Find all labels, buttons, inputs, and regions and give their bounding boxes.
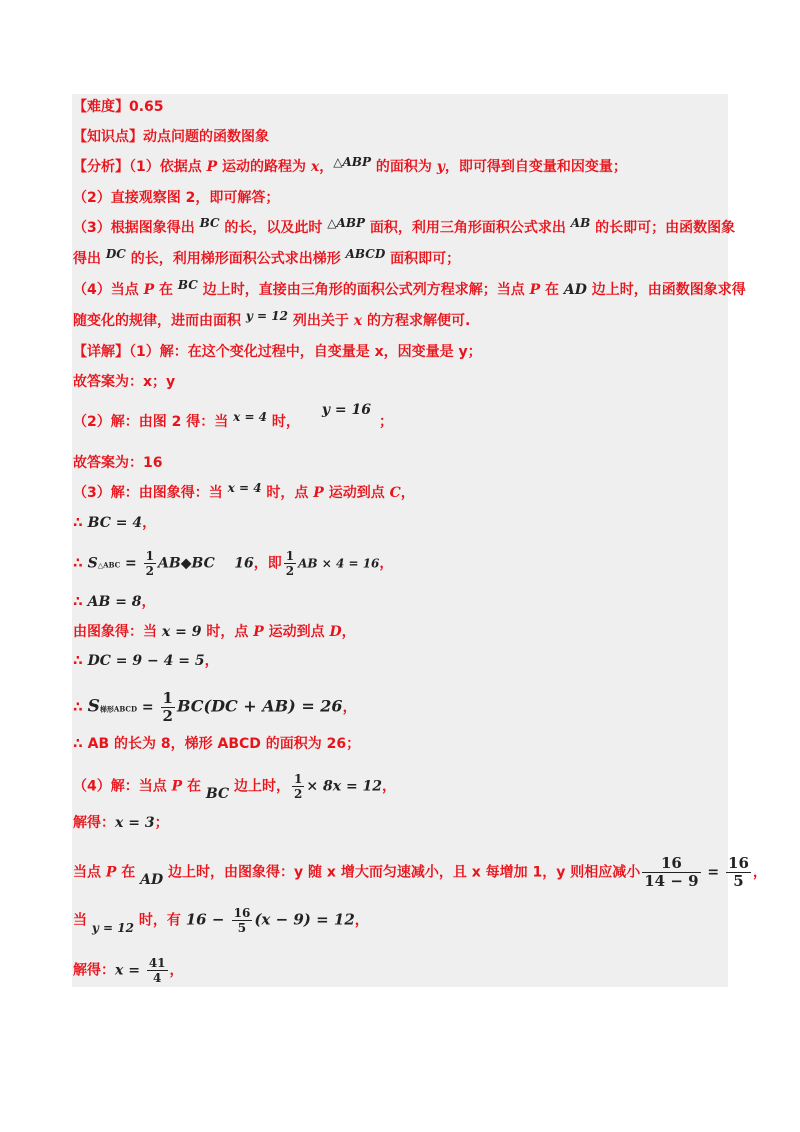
denominator: 4 [153,971,162,985]
math-eq: y = 12 [91,920,134,935]
text: 边上时，由函数图象求得 [586,282,746,298]
math-triangle-abp: △ABP [327,216,366,230]
text: 运动到点 [323,485,390,501]
math-eq: x = 4 [233,410,268,424]
math-eq: AB × 4 = 16 [298,556,380,571]
detail-step-9 [73,813,169,833]
numerator: 1 [162,689,173,707]
text: 运动到点 [263,624,330,640]
text: 的面积为 [370,159,437,175]
text: 边上时， [229,778,291,795]
difficulty-value: 0.65 [129,99,164,115]
therefore-symbol: ∴ [73,515,83,531]
math-x: x [310,159,320,175]
math-dc: DC [105,247,126,261]
text: ， [752,864,767,881]
math-ad: AD [563,282,587,298]
math-eq: x = 4 [227,481,262,495]
text: 的长，利用梯形面积公式求出梯形 [125,251,346,267]
detail-step-3 [73,592,156,612]
text: ， [382,778,397,795]
analysis-tag: 【分析】 [73,159,129,175]
math-eq: BC(DC + AB) = 26 [176,696,343,716]
math-p: P [253,624,264,640]
text: （2）直接观察图 2，即可解答； [73,190,280,206]
answer-value: 16 [143,455,163,471]
math-eq: BC = 4 [87,515,143,531]
math-subscript: △ABC [97,560,121,570]
math-ad: AD [140,871,164,888]
denominator: 2 [162,707,173,725]
knowledge-value: 动点问题的函数图象 [143,129,269,145]
text: ， [379,555,394,572]
text: 在 [182,778,206,795]
math-eq: AB◆BC 16 [158,555,254,572]
math-triangle-abp: △ABP [333,155,371,169]
math-p: P [171,778,183,795]
fraction-half [144,549,156,578]
text: 当点 [73,864,106,881]
denominator: 5 [733,872,744,890]
denominator: 2 [294,787,303,801]
math-bc: BC [199,216,220,230]
text: ，即 [253,555,282,572]
therefore-symbol: ∴ [73,555,83,572]
text: 在 [154,282,178,298]
text: 在 [116,864,141,881]
math-eq: x = 3 [115,815,155,831]
therefore-symbol: ∴ [73,653,83,669]
detail-step-5 [73,651,219,671]
detail-step-12 [73,956,184,985]
math-p: P [105,864,117,881]
detail-answer-1 [73,372,175,392]
text: 时，有 [133,912,186,929]
text: 面积，利用三角形面积公式求出 [365,220,571,236]
difficulty-line [73,97,164,117]
analysis-line-5 [73,280,746,300]
fraction-half [161,690,175,725]
text: （2）解：由图 2 得：当 [73,414,234,430]
text: 当 [73,912,92,929]
text: （3）根据图象得出 [73,220,200,236]
math-d: D [329,624,342,640]
fraction-rate-result [726,855,751,890]
text: ； [379,414,394,430]
detail-step-8 [73,772,396,801]
math-x: x [353,313,363,329]
text: ， [141,594,156,610]
numerator: 1 [294,772,303,786]
numerator: 16 [642,855,700,873]
math-p: P [313,485,324,501]
math-bc: BC [205,785,230,802]
math-bc: BC [177,278,198,292]
text: = [120,555,142,572]
analysis-line-1 [73,157,627,177]
math-y: y [436,159,445,175]
analysis-line-4 [73,249,460,269]
math-p: P [206,159,218,175]
math-eq: 16 − [185,910,230,929]
detail-step-11 [73,906,369,935]
analysis-line-6 [73,311,470,331]
text: = [137,699,159,716]
text: ， [142,515,157,531]
numerator: 1 [285,549,295,563]
detail-step-6 [73,690,357,725]
math-eq: x = 9 [161,624,202,640]
text: 时， [267,414,300,430]
math-s: S [87,555,98,572]
difficulty-tag: 【难度】 [73,99,129,115]
analysis-line-2 [73,188,279,208]
text: ， [342,699,357,716]
text: 时，点 [261,485,314,501]
text: 的长，以及此时 [219,220,328,236]
denominator: 14 − 9 [644,872,699,890]
denominator: 5 [237,921,247,935]
text: 的长即可；由函数图象 [590,220,736,236]
detail-step-10 [73,855,767,890]
text: 得出 [73,251,106,267]
numerator: 1 [145,549,155,563]
detail-step-2 [73,549,393,578]
math-subscript: 梯形ABCD [99,704,138,714]
text: ， [341,624,356,640]
denominator: 2 [145,564,155,578]
detail-line-3 [73,483,415,503]
text: 在 [540,282,564,298]
text: （1）解：在这个变化过程中，自变量是 x，因变量是 y； [129,344,482,360]
text: （4）当点 [73,282,144,298]
math-c: C [389,485,401,501]
text: （1）依据点 [129,159,207,175]
math-eq: y = 16 [321,402,372,418]
detail-step-7 [73,734,360,754]
detail-line-1 [73,342,482,362]
fraction-half [292,772,304,801]
fraction-answer [147,956,168,985]
detail-answer-2 [73,453,162,473]
text: （4）解：当点 [73,778,172,795]
text: 解得： [73,815,115,831]
text: ， [319,159,334,175]
text: ， [169,962,184,979]
text: ， [400,485,415,501]
math-ab: AB [570,216,591,230]
text: ，即可得到自变量和因变量； [444,159,627,175]
math-eq: AB = 8 [87,594,142,610]
numerator: 16 [728,854,749,872]
detail-step-4 [73,622,356,642]
text: ， [354,912,369,929]
denominator: 2 [285,564,295,578]
fraction-rate [642,855,700,890]
text: 由图象得：当 [73,624,162,640]
math-eq: (x − 9) = 12 [254,910,355,929]
numerator: 41 [148,956,166,970]
text: ， [204,653,219,669]
text: 的方程求解便可. [362,313,471,329]
knowledge-line [73,127,269,147]
text: 时，点 [201,624,254,640]
math-abcd: ABCD [345,247,386,261]
math-p: P [529,282,541,298]
knowledge-tag: 【知识点】 [73,129,143,145]
math-eq: DC = 9 − 4 = 5 [87,653,205,669]
detail-tag: 【详解】 [73,344,129,360]
text: 运动的路程为 [217,159,311,175]
text: AB 的长为 8，梯形 ABCD 的面积为 26； [82,736,361,752]
therefore-symbol: ∴ [73,699,83,716]
math-s: S [87,696,100,717]
detail-step-1 [73,513,156,533]
text: ； [154,815,169,831]
text: 故答案为：x；y [73,374,176,390]
math-eq: x = [115,962,145,979]
text: 边上时，直接由三角形的面积公式列方程求解；当点 [197,282,530,298]
text: 边上时，由图象得：y 随 x 增大而匀速减小，且 x 每增加 1，y 则相应减小 [163,864,641,881]
text: = [702,864,725,881]
therefore-symbol: ∴ [73,594,83,610]
text: 解得： [73,962,115,979]
fraction-half [284,549,296,578]
therefore-symbol: ∴ [73,736,83,752]
detail-line-2 [73,402,394,432]
fraction-slope [232,906,253,935]
numerator: 16 [233,906,251,920]
text: 随变化的规律，进而由面积 [73,313,246,329]
text: 故答案为： [73,455,143,471]
analysis-line-3 [73,218,735,238]
text: 面积即可； [385,251,461,267]
text: 列出关于 [287,313,354,329]
text: （3）解：由图象得：当 [73,485,228,501]
math-eq: × 8x = 12 [306,778,383,795]
math-p: P [143,282,155,298]
math-eq: y = 12 [245,309,288,323]
